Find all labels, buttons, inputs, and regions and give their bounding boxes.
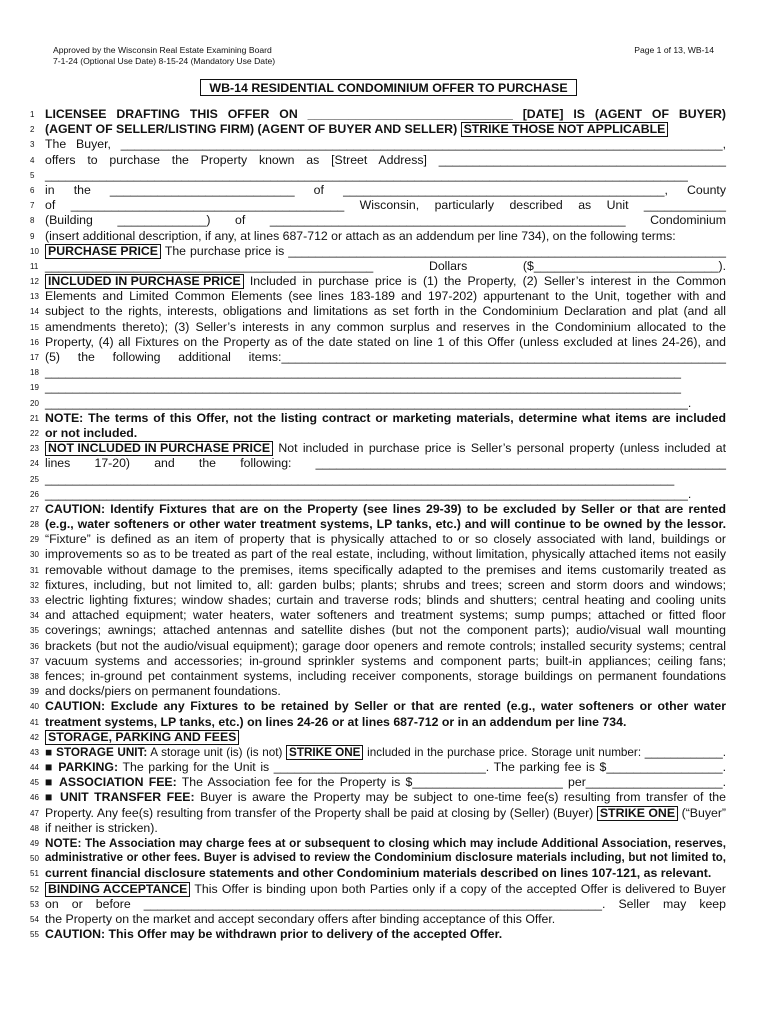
line-number: 47 <box>30 808 39 818</box>
form-line <box>30 472 726 487</box>
line-number: 55 <box>30 930 39 940</box>
line-text: lines 17-20) and the following: ____________________________________________________________ <box>45 456 726 471</box>
line-text: CAUTION: Exclude any Fixtures to be retained by Seller or that are rented (e.g., water softeners or other water <box>45 699 726 714</box>
line-number: 15 <box>30 322 39 332</box>
line-number: 42 <box>30 732 39 742</box>
line-text: amendments thereto); (3) Seller’s interests in any common surplus and reserves in the Condominium allocated to the <box>45 319 726 334</box>
line-text: The purchase price is ________________________________________________________________ <box>161 243 726 258</box>
line-text: current financial disclosure statements and other Condominium materials described on lines 107-121, as relevant. <box>45 866 712 881</box>
form-line <box>30 806 726 821</box>
form-line <box>30 168 726 183</box>
form-line <box>30 244 726 259</box>
line-text: Buyer is aware the Property may be subject to one-time fee(s) resulting from transfer of the <box>194 790 726 805</box>
line-text: in the ___________________________ of _______________________________________________, County <box>45 182 726 197</box>
line-number: 37 <box>30 656 39 666</box>
form-line <box>30 760 726 775</box>
form-line <box>30 684 726 699</box>
line-number: 41 <box>30 717 39 727</box>
line-text: CAUTION: Identify Fixtures that are on the Property (see lines 29-39) to be excluded by Seller or that are rented <box>45 501 726 516</box>
line-text: ■ UNIT TRANSFER FEE: <box>45 790 195 805</box>
form-line <box>30 426 726 441</box>
line-number: 34 <box>30 611 39 621</box>
line-number: 40 <box>30 702 39 712</box>
form-line <box>30 137 726 152</box>
form-line <box>30 153 726 168</box>
line-number: 20 <box>30 398 39 408</box>
line-text: (Building _____________) of ____________________________________________________ Condominium <box>45 213 726 228</box>
form-line <box>30 122 726 137</box>
line-text: “Fixture” is defined as an item of property that is physically attached to or so closely associated with land, buildings or <box>45 532 726 547</box>
line-number: 25 <box>30 474 39 484</box>
line-number: 36 <box>30 641 39 651</box>
line-text: (5) the following additional items:_________________________________________________________________ <box>45 350 726 364</box>
line-number: 6 <box>30 185 35 195</box>
line-number: 4 <box>30 155 35 165</box>
form-line <box>30 304 726 319</box>
form-line <box>30 730 726 745</box>
line-number: 1 <box>30 110 35 119</box>
form-body <box>30 107 726 942</box>
form-line <box>30 882 726 897</box>
line-text: ______________________________________________________________________________________________ <box>45 167 688 182</box>
line-text: _____________________________________________________________________________________________ <box>45 365 682 380</box>
line-number: 52 <box>30 884 39 894</box>
line-text: coverings; awnings; attached antennas and satellite dishes (but not the component parts); audio/visual wall mounting <box>45 623 726 638</box>
form-line <box>30 775 726 790</box>
page-number: Page 1 of 13, WB-14 <box>634 45 714 55</box>
form-line <box>30 897 726 912</box>
line-number: 53 <box>30 899 39 909</box>
form-line <box>30 380 726 395</box>
section-heading-box: PURCHASE PRICE <box>45 244 161 259</box>
line-text: administrative or other fees. Buyer is advised to review the Condominium disclosure materials including, but not limited to, <box>45 852 726 865</box>
line-number: 29 <box>30 535 39 545</box>
line-number: 8 <box>30 216 35 226</box>
line-number: 44 <box>30 763 39 773</box>
line-text: ■ PARKING: <box>45 760 119 775</box>
form-line <box>30 836 726 851</box>
form-line <box>30 608 726 623</box>
line-number: 23 <box>30 444 39 454</box>
line-text: NOTE: The terms of this Offer, not the listing contract or marketing materials, determine what items are included <box>45 410 726 425</box>
line-number: 35 <box>30 626 39 636</box>
line-text: (AGENT OF SELLER/LISTING FIRM) (AGENT OF BUYER AND SELLER) <box>45 122 461 137</box>
form-line <box>30 639 726 654</box>
line-text: Included in purchase price is (1) the Property, (2) Seller’s interest in the Common <box>243 274 726 289</box>
form-line <box>30 259 726 274</box>
line-number: 33 <box>30 596 39 605</box>
form-line <box>30 502 726 517</box>
line-text: and attached equipment; water heaters, water softeners and treatment systems; sump pumps; attached or fitted floor <box>45 608 726 623</box>
line-text: on or before ___________________________________________________________________. Seller may keep <box>45 896 726 911</box>
line-text: if neither is stricken). <box>45 820 158 835</box>
section-heading-box: STRIKE ONE <box>286 745 363 760</box>
line-text: vacuum systems and accessories; in-ground sprinkler systems and component parts; built-in appliances; ceiling fans; <box>45 653 726 668</box>
line-number: 49 <box>30 839 39 848</box>
line-number: 14 <box>30 307 39 317</box>
form-line <box>30 441 726 456</box>
line-number: 38 <box>30 671 39 681</box>
line-number: 16 <box>30 337 39 347</box>
line-number: 45 <box>30 778 39 788</box>
form-line <box>30 578 726 593</box>
line-text: improvements so as to be treated as part of the real estate, including, without limitation, physically attached items not easily <box>45 547 726 562</box>
form-line <box>30 213 726 228</box>
form-line <box>30 790 726 805</box>
line-text: Not included in purchase price is Seller’s personal property (unless included at <box>273 441 726 456</box>
form-line <box>30 927 726 942</box>
line-text: ____________________________________________________________________________________________ <box>45 471 675 486</box>
line-number: 43 <box>30 747 39 757</box>
form-line <box>30 107 726 122</box>
form-line <box>30 563 726 578</box>
form-line <box>30 821 726 836</box>
line-text: or not included. <box>45 425 138 440</box>
section-heading-box: STORAGE, PARKING AND FEES <box>45 730 239 745</box>
line-number: 21 <box>30 413 39 423</box>
section-heading-box: STRIKE THOSE NOT APPLICABLE <box>461 122 669 137</box>
section-heading-box: NOT INCLUDED IN PURCHASE PRICE <box>45 441 273 456</box>
line-number: 31 <box>30 565 39 575</box>
approval-header <box>53 45 275 67</box>
line-text: Property. Any fee(s) resulting from transfer of the Property shall be paid at closing by (Seller) (Buyer) <box>45 805 597 820</box>
line-text: A storage unit (is) (is not) <box>147 745 287 759</box>
line-text: Elements and Limited Common Elements (see lines 183-189 and 197-202) appurtenant to the Unit, together with and <box>45 289 726 304</box>
form-line <box>30 456 726 471</box>
form-line <box>30 715 726 730</box>
section-heading-box: INCLUDED IN PURCHASE PRICE <box>45 274 244 289</box>
form-line <box>30 229 726 244</box>
form-line <box>30 335 726 350</box>
line-number: 30 <box>30 550 39 560</box>
line-text: ■ ASSOCIATION FEE: <box>45 775 177 790</box>
form-line <box>30 198 726 213</box>
form-line <box>30 745 726 760</box>
form-line <box>30 183 726 198</box>
form-line <box>30 289 726 304</box>
line-text: the Property on the market and accept secondary offers after binding acceptance of this Offer. <box>45 911 556 926</box>
form-line <box>30 669 726 684</box>
form-line <box>30 274 726 289</box>
line-number: 10 <box>30 246 39 256</box>
line-text: ________________________________________________ Dollars ($___________________________). <box>45 258 726 273</box>
line-number: 9 <box>30 231 35 241</box>
form-line <box>30 517 726 532</box>
line-number: 50 <box>30 854 39 864</box>
line-text: Property, (4) all Fixtures on the Property as of the date stated on line 1 of this Offer (unless excluded at lines 24-26), and <box>45 334 726 349</box>
line-text: and docks/piers on permanent foundations. <box>45 684 281 699</box>
form-line <box>30 547 726 562</box>
line-number: 11 <box>30 261 39 271</box>
approval-line-2: 7-1-24 (Optional Use Date) 8-15-24 (Mandatory Use Date) <box>53 56 276 66</box>
line-text: included in the purchase price. Storage unit number: ____________. <box>363 745 726 759</box>
section-heading-box: STRIKE ONE <box>597 806 678 821</box>
line-text: (e.g., water softeners or other water treatment systems, LP tanks, etc.) and will continue to be owned by the lessor. <box>45 517 726 532</box>
form-line <box>30 396 726 411</box>
line-text: electric lighting fixtures; window shades; curtain and traverse rods; blinds and shutters; central heating and cooling units <box>45 593 726 607</box>
line-number: 39 <box>30 687 39 697</box>
line-number: 17 <box>30 353 39 362</box>
line-number: 28 <box>30 520 39 530</box>
line-number: 24 <box>30 459 39 469</box>
form-line <box>30 532 726 547</box>
line-number: 12 <box>30 277 39 287</box>
line-text: (“Buyer” <box>678 805 727 820</box>
line-number: 3 <box>30 140 35 150</box>
line-number: 54 <box>30 914 39 924</box>
line-text: _____________________________________________________________________________________________ <box>45 380 682 395</box>
line-text: offers to purchase the Property known as [Street Address] __________________________________________ <box>45 152 726 167</box>
approval-line-1: Approved by the Wisconsin Real Estate Examining Board <box>53 45 272 55</box>
line-text: fences; in-ground pet containment systems, including receiver components, storage buildings on permanent foundations <box>45 668 726 683</box>
line-text: ______________________________________________________________________________________________. <box>45 486 692 501</box>
line-number: 2 <box>30 125 35 135</box>
form-line <box>30 699 726 714</box>
line-text: treatment systems, LP tanks, etc.) on lines 24-26 or at lines 687-712 or in an addendum per line 734. <box>45 714 627 729</box>
line-text: removable without damage to the premises, items specifically adapted to the premises and items customarily treated as <box>45 562 726 577</box>
form-line <box>30 350 726 365</box>
form-line <box>30 851 726 866</box>
form-line <box>30 487 726 502</box>
line-text: ■ STORAGE UNIT: <box>45 745 148 759</box>
line-number: 19 <box>30 383 39 393</box>
form-line <box>30 320 726 335</box>
line-text: LICENSEE DRAFTING THIS OFFER ON ______________________________ [DATE] IS (AGENT OF BUYER) <box>45 107 726 121</box>
form-line <box>30 623 726 638</box>
line-text: This Offer is binding upon both Parties only if a copy of the accepted Offer is delivered to Buyer <box>190 881 726 896</box>
line-number: 5 <box>30 170 35 180</box>
line-text: of ________________________________________ Wisconsin, particularly described as Unit ____________ <box>45 198 726 213</box>
form-line <box>30 593 726 608</box>
form-line <box>30 654 726 669</box>
form-line <box>30 912 726 927</box>
line-text: subject to the rights, interests, obligations and limitations as set forth in the Condominium Declaration and plat (and all <box>45 304 726 319</box>
line-number: 46 <box>30 793 39 803</box>
line-number: 26 <box>30 489 39 499</box>
section-heading-box: BINDING ACCEPTANCE <box>45 882 190 897</box>
line-text: The Association fee for the Property is $______________________ per____________________. <box>176 775 727 790</box>
line-number: 32 <box>30 580 39 590</box>
line-number: 27 <box>30 504 39 514</box>
line-text: brackets (but not the audio/visual equipment); garage door openers and remote controls; installed security systems; central <box>45 638 726 653</box>
line-text: ______________________________________________________________________________________________. <box>45 395 692 410</box>
form-line <box>30 411 726 426</box>
line-number: 18 <box>30 368 39 378</box>
line-number: 48 <box>30 823 39 833</box>
line-text: CAUTION: This Offer may be withdrawn prior to delivery of the accepted Offer. <box>45 927 503 942</box>
line-text: fixtures, including, but not limited to, all: garden bulbs; plants; shrubs and trees; screen and storm doors and windows; <box>45 577 726 592</box>
form-line <box>30 866 726 881</box>
line-number: 22 <box>30 428 39 438</box>
document-title: WB-14 RESIDENTIAL CONDOMINIUM OFFER TO PURCHASE <box>200 79 577 96</box>
line-text: NOTE: The Association may charge fees at or subsequent to closing which may include Additional Association, reserves, <box>45 837 726 850</box>
line-text: The parking for the Unit is _______________________________. The parking fee is $_________________. <box>118 760 727 775</box>
line-text: (insert additional description, if any, at lines 687-712 or attach as an addendum per line 734), on the following terms: <box>45 228 676 243</box>
line-number: 51 <box>30 869 39 879</box>
form-line <box>30 365 726 380</box>
line-number: 7 <box>30 201 35 211</box>
line-text: The Buyer, ________________________________________________________________________________________, <box>45 137 726 152</box>
line-number: 13 <box>30 292 39 302</box>
